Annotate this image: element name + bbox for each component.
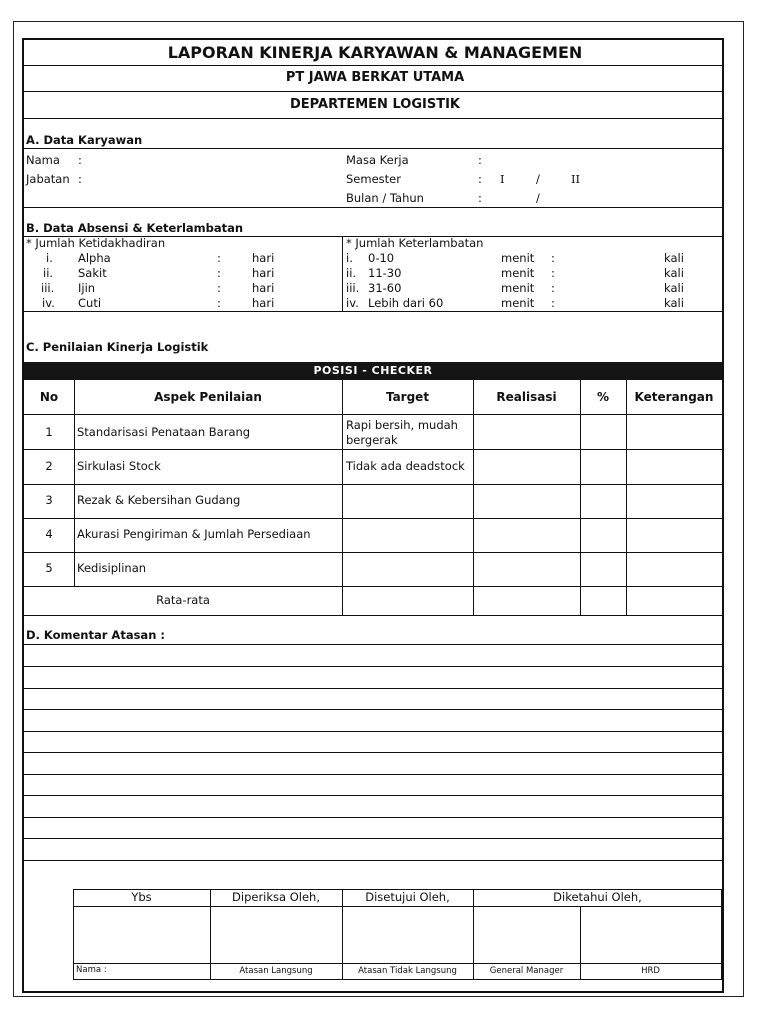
late-range: 11-30 (368, 266, 402, 280)
row-aspek: Sirkulasi Stock (77, 459, 161, 473)
col-header-realisasi: Realisasi (496, 390, 557, 404)
masa-kerja-label: Masa Kerja (346, 153, 409, 167)
table-col-line (342, 380, 343, 615)
jabatan-label: Jabatan (26, 172, 70, 186)
absence-unit: hari (252, 266, 275, 280)
semester-sep: / (536, 172, 540, 186)
masa-kerja-colon: : (478, 153, 482, 167)
divider (24, 91, 722, 92)
late-colon: : (551, 281, 555, 295)
nama-colon: : (78, 153, 82, 167)
row-no: 5 (45, 561, 53, 575)
signature-line (73, 963, 722, 964)
absence-colon: : (217, 281, 221, 295)
signature-line (73, 979, 722, 980)
section-b-heading: B. Data Absensi & Keterlambatan (26, 221, 244, 235)
late-unit: menit (501, 251, 535, 265)
comment-line (24, 752, 722, 753)
position-band (24, 362, 722, 380)
absence-colon: : (217, 296, 221, 310)
position-label: POSISI - CHECKER (313, 364, 433, 377)
late-count: kali (664, 281, 684, 295)
absence-label: Sakit (78, 266, 107, 280)
semester-colon: : (478, 172, 482, 186)
table-col-line (473, 380, 474, 615)
col-header-percent: % (596, 390, 610, 404)
semester-label: Semester (346, 172, 401, 186)
absence-unit: hari (252, 296, 275, 310)
bulan-tahun-label: Bulan / Tahun (346, 191, 424, 205)
bulan-tahun-sep: / (536, 191, 540, 205)
signature-line (73, 906, 722, 907)
late-unit: menit (501, 296, 535, 310)
comment-line (24, 817, 722, 818)
comment-line (24, 644, 722, 645)
comment-line (24, 838, 722, 839)
table-line (24, 552, 722, 553)
late-colon: : (551, 251, 555, 265)
late-num: iii. (346, 281, 360, 295)
comment-line (24, 860, 722, 861)
semester-ii: II (571, 172, 581, 186)
row-aspek: Kedisiplinan (77, 561, 147, 575)
table-col-line (580, 380, 581, 615)
late-range: 0-10 (368, 251, 395, 265)
nama-label: Nama (26, 153, 60, 167)
late-title: * Jumlah Keterlambatan (346, 236, 484, 250)
absence-label: Alpha (78, 251, 111, 265)
absence-unit: hari (252, 281, 275, 295)
divider (24, 118, 722, 119)
late-unit: menit (501, 281, 535, 295)
signature-name-label: Nama : (76, 965, 107, 975)
jabatan-colon: : (78, 172, 82, 186)
late-count: kali (664, 266, 684, 280)
row-target: Rapi bersih, mudah (346, 418, 458, 432)
bulan-tahun-colon: : (478, 191, 482, 205)
col-header-no: No (39, 390, 59, 404)
section-a-heading: A. Data Karyawan (26, 133, 143, 147)
table-col-line (74, 380, 75, 586)
signature-role: Atasan Langsung (239, 966, 313, 976)
signature-role: General Manager (489, 966, 564, 976)
absence-num: iv. (42, 296, 55, 310)
absence-colon: : (217, 266, 221, 280)
comment-line (24, 666, 722, 667)
col-header-keterangan: Keterangan (634, 390, 714, 404)
row-no: 1 (45, 425, 53, 439)
col-header-aspek: Aspek Penilaian (154, 390, 262, 404)
comment-line (24, 795, 722, 796)
late-colon: : (551, 296, 555, 310)
divider-vertical (342, 236, 343, 311)
table-line (24, 615, 722, 616)
late-unit: menit (501, 266, 535, 280)
section-d-heading: D. Komentar Atasan : (26, 628, 165, 642)
section-c-heading: C. Penilaian Kinerja Logistik (26, 340, 209, 354)
signature-header-ybs: Ybs (131, 890, 152, 904)
absence-label: Cuti (78, 296, 102, 310)
absence-unit: hari (252, 251, 275, 265)
late-num: iv. (346, 296, 359, 310)
table-col-line (626, 380, 627, 615)
row-no: 4 (45, 527, 53, 541)
table-line (24, 586, 722, 587)
late-count: kali (664, 296, 684, 310)
report-title: LAPORAN KINERJA KARYAWAN & MANAGEMEN (167, 43, 583, 62)
divider (24, 148, 722, 149)
row-aspek: Akurasi Pengiriman & Jumlah Persediaan (77, 527, 311, 541)
divider (24, 207, 722, 208)
divider (24, 65, 722, 66)
absence-num: iii. (41, 281, 55, 295)
absence-title: * Jumlah Ketidakhadiran (26, 236, 166, 250)
absence-num: i. (46, 251, 53, 265)
average-label: Rata-rata (156, 593, 210, 607)
table-line (24, 518, 722, 519)
comment-line (24, 731, 722, 732)
late-count: kali (664, 251, 684, 265)
comment-line (24, 774, 722, 775)
department-name: DEPARTEMEN LOGISTIK (290, 97, 460, 112)
absence-label: Ijin (78, 281, 96, 295)
row-no: 3 (45, 493, 53, 507)
late-colon: : (551, 266, 555, 280)
row-target-line2: bergerak (346, 433, 398, 447)
row-no: 2 (45, 459, 53, 473)
signature-header-diperiksa: Diperiksa Oleh, (232, 890, 320, 904)
signature-header-disetujui: Disetujui Oleh, (365, 890, 450, 904)
row-target: Tidak ada deadstock (346, 459, 465, 473)
table-line (24, 449, 722, 450)
late-range: 31-60 (368, 281, 402, 295)
late-range: Lebih dari 60 (368, 296, 444, 310)
semester-i: I (500, 172, 505, 186)
company-name: PT JAWA BERKAT UTAMA (285, 70, 465, 85)
table-line (24, 484, 722, 485)
absence-colon: : (217, 251, 221, 265)
absence-num: ii. (43, 266, 54, 280)
row-aspek: Standarisasi Penataan Barang (77, 425, 251, 439)
table-line (24, 414, 722, 415)
late-num: i. (346, 251, 353, 265)
row-aspek: Rezak & Kebersihan Gudang (77, 493, 241, 507)
comment-line (24, 688, 722, 689)
signature-header-diketahui: Diketahui Oleh, (553, 890, 642, 904)
signature-role: HRD (641, 966, 660, 976)
divider (24, 311, 722, 312)
col-header-target: Target (385, 390, 430, 404)
late-num: ii. (346, 266, 357, 280)
comment-line (24, 709, 722, 710)
form-frame (22, 38, 724, 993)
signature-role: Atasan Tidak Langsung (358, 966, 457, 976)
